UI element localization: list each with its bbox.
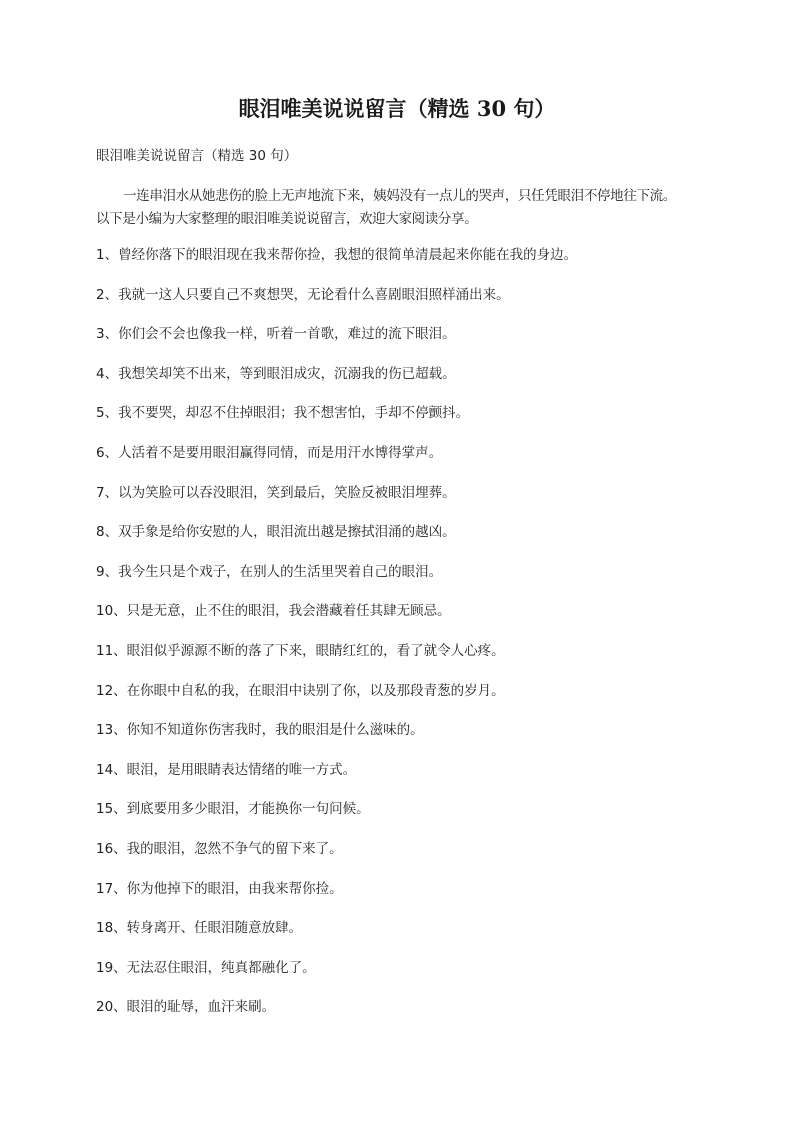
list-item: 8、双手象是给你安慰的人，眼泪流出越是擦拭泪涌的越凶。 xyxy=(96,524,456,541)
list-item: 19、无法忍住眼泪，纯真都融化了。 xyxy=(96,959,316,976)
list-item: 10、只是无意，止不住的眼泪，我会潜藏着任其肆无顾忌。 xyxy=(96,603,451,620)
list-item: 5、我不要哭，却忍不住掉眼泪；我不想害怕，手却不停颤抖。 xyxy=(96,405,470,422)
list-item: 15、到底要用多少眼泪，才能换你一句问候。 xyxy=(96,801,370,818)
document-title: 眼泪唯美说说留言（精选 30 句） xyxy=(238,96,556,121)
list-item: 18、转身离开、任眼泪随意放肆。 xyxy=(96,920,303,937)
list-item: 3、你们会不会也像我一样，听着一首歌，难过的流下眼泪。 xyxy=(96,326,456,343)
intro-paragraph: 一连串泪水从她悲伤的脸上无声地流下来，姨妈没有一点儿的哭声，只任凭眼泪不停地往下流。以下是小编为大家整理的眼泪唯美说说留言，欢迎大家阅读分享。 xyxy=(96,188,676,227)
list-item: 20、眼泪的耻辱，血汗来刷。 xyxy=(96,999,276,1016)
document-subtitle: 眼泪唯美说说留言（精选 30 句） xyxy=(96,148,298,164)
list-item: 4、我想笑却笑不出来，等到眼泪成灾，沉溺我的伤已超载。 xyxy=(96,365,456,382)
list-item: 12、在你眼中自私的我，在眼泪中诀别了你，以及那段青葱的岁月。 xyxy=(96,682,505,699)
list-item: 6、人活着不是要用眼泪赢得同情，而是用汗水博得掌声。 xyxy=(96,444,443,461)
list-item: 16、我的眼泪，忽然不争气的留下来了。 xyxy=(96,840,343,857)
list-item: 1、曾经你落下的眼泪现在我来帮你捡，我想的很简单清晨起来你能在我的身边。 xyxy=(96,247,578,263)
quote-list xyxy=(96,245,696,1037)
list-item: 17、你为他掉下的眼泪，由我来帮你捡。 xyxy=(96,880,343,897)
list-item: 14、眼泪，是用眼睛表达情绪的唯一方式。 xyxy=(96,761,357,778)
list-item: 13、你知不知道你伤害我时，我的眼泪是什么滋味的。 xyxy=(96,722,424,739)
list-item: 9、我今生只是个戏子，在别人的生活里哭着自己的眼泪。 xyxy=(96,563,443,580)
list-item: 2、我就一这人只要自己不爽想哭，无论看什么喜剧眼泪照样涌出来。 xyxy=(96,286,510,303)
list-item: 7、以为笑脸可以吞没眼泪，笑到最后，笑脸反被眼泪埋葬。 xyxy=(96,484,456,501)
list-item: 11、眼泪似乎源源不断的落了下来，眼睛红红的，看了就令人心疼。 xyxy=(96,642,505,659)
